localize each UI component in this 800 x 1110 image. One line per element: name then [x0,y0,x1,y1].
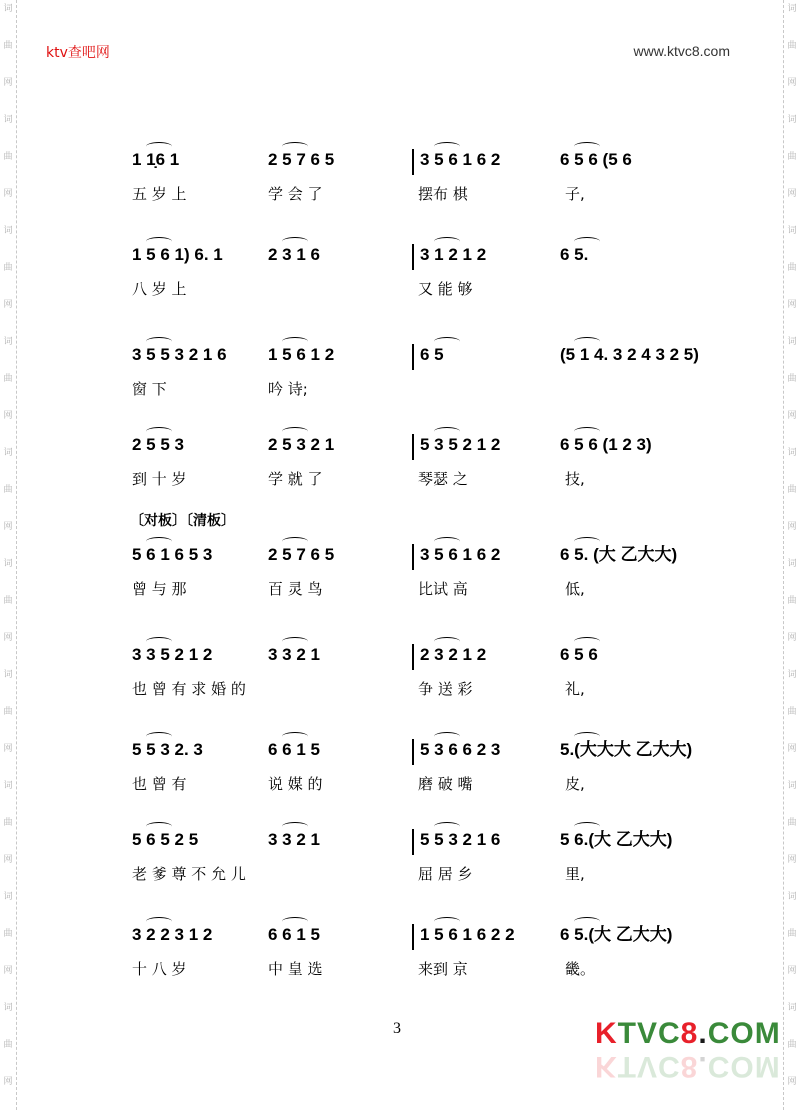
slur-mark [146,822,172,831]
notation-line [0,540,800,570]
lyrics-line [0,859,800,889]
notation-line [0,340,800,370]
watermark-glyph: 词 [3,892,13,902]
watermark-glyph: 曲 [3,41,13,51]
lyric-segment: 十 八 岁 [132,960,187,978]
barline [412,644,414,670]
notation-segment: 5 5 3 2. 3 [132,740,203,759]
notation-segment: 2 5 7 6 5 [268,545,335,564]
lyrics-line [0,674,800,704]
notation-segment: 6 6 1 5 [268,740,320,759]
score-system [0,430,800,500]
slur-mark [574,732,600,741]
site-url[interactable]: www.ktvc8.com [633,43,730,59]
notation-segment: 6 5. (大 乙大大) [560,545,678,564]
lyric-segment: 也 曾 有 [132,775,187,793]
score-system [0,735,800,805]
lyric-segment: 琴瑟 之 [418,470,468,488]
watermark-glyph: 词 [787,115,797,125]
watermark-glyph: 网 [787,744,797,754]
lyric-segment: 学 会 了 [268,185,323,203]
lyric-segment: 也 曾 有 求 婚 的 [132,680,246,698]
notation-segment: 3 3 2 1 [268,645,320,664]
notation-segment: 6 5 6 (5 6 [560,150,632,169]
barline [412,434,414,460]
watermark-glyph: 词 [787,337,797,347]
notation-segment: 3 3 2 1 [268,830,320,849]
slur-mark [434,427,460,436]
watermark-glyph: 词 [787,448,797,458]
notation-segment: 3 5 5 3 2 1 6 [132,345,227,364]
lyric-segment: 皮, [565,775,585,793]
score-system [0,920,800,990]
slur-mark [574,822,600,831]
notation-line [0,145,800,175]
lyrics-line [0,179,800,209]
watermark-glyph: 曲 [787,1040,797,1050]
watermark-glyph: 词 [787,670,797,680]
slur-mark [282,237,308,246]
watermark-glyph: 词 [3,448,13,458]
notation-segment: 5 3 5 2 1 2 [420,435,501,454]
watermark-glyph: 曲 [787,818,797,828]
notation-segment: 6 5. [560,245,589,264]
watermark-glyph: 网 [787,78,797,88]
barline [412,924,414,950]
watermark-glyph: 词 [787,4,797,14]
slur-mark [574,427,600,436]
watermark-glyph: 网 [787,633,797,643]
lyrics-line [0,574,800,604]
notation-segment: 6 5 [420,345,444,364]
notation-segment: 6 5 6 (1 2 3) [560,435,652,454]
site-logo[interactable] [595,1017,781,1088]
logo-reflection: KTVC8.COM [595,1050,781,1083]
slur-mark [434,917,460,926]
watermark-glyph: 网 [787,855,797,865]
score-system [0,540,800,610]
notation-segment: 5.(大大大 乙大大) [560,740,693,759]
logo-text: KTVC8.COM [595,1017,781,1050]
lyric-segment: 来到 京 [418,960,468,978]
watermark-glyph: 网 [3,189,13,199]
slur-mark [574,637,600,646]
slur-mark [574,237,600,246]
notation-segment: 2 3 2 1 2 [420,645,487,664]
notation-segment: 3 1 2 1 2 [420,245,487,264]
slur-mark [146,637,172,646]
lyric-segment: 中 皇 选 [268,960,323,978]
lyrics-line [0,769,800,799]
barline [412,739,414,765]
section-tags: 〔对板〕〔清板〕 [130,513,235,529]
barline [412,544,414,570]
lyric-segment: 学 就 了 [268,470,323,488]
notation-segment: 3 3 5 2 1 2 [132,645,213,664]
score-system [0,640,800,710]
watermark-glyph: 曲 [3,152,13,162]
lyrics-line [0,464,800,494]
watermark-glyph: 词 [3,559,13,569]
notation-segment: 5 3 6 6 2 3 [420,740,501,759]
slur-mark [574,337,600,346]
watermark-glyph: 曲 [3,1040,13,1050]
slur-mark [434,337,460,346]
watermark-glyph: 词 [3,4,13,14]
watermark-glyph: 曲 [787,485,797,495]
watermark-glyph: 曲 [3,485,13,495]
watermark-glyph: 网 [3,522,13,532]
watermark-glyph: 词 [3,337,13,347]
lyric-segment: 比试 高 [418,580,468,598]
watermark-glyph: 网 [787,1077,797,1087]
slur-mark [434,637,460,646]
score-system [0,340,800,410]
watermark-glyph: 词 [3,670,13,680]
lyric-segment: 子, [565,185,585,203]
watermark-glyph: 词 [3,1003,13,1013]
watermark-glyph: 词 [787,892,797,902]
watermark-glyph: 词 [3,226,13,236]
slur-mark [282,142,308,151]
slur-mark [146,427,172,436]
slur-mark [146,142,172,151]
watermark-glyph: 曲 [3,374,13,384]
notation-line [0,240,800,270]
watermark-glyph: 曲 [787,152,797,162]
notation-line [0,430,800,460]
slur-mark [574,142,600,151]
notation-line [0,735,800,765]
lyric-segment: 又 能 够 [418,280,473,298]
slur-mark [574,537,600,546]
slur-mark [282,637,308,646]
watermark-glyph: 曲 [3,263,13,273]
notation-segment: (5 1 4. 3 2 4 3 2 5) [560,345,699,364]
watermark-glyph: 网 [787,522,797,532]
score-system [0,240,800,310]
slur-mark [146,237,172,246]
notation-segment: 3 5 6 1 6 2 [420,545,501,564]
watermark-glyph: 网 [3,744,13,754]
slur-mark [434,732,460,741]
lyric-segment: 畿。 [565,960,596,978]
lyric-segment: 摆布 棋 [418,185,468,203]
lyric-segment: 礼, [565,680,585,698]
lyric-segment: 争 送 彩 [418,680,473,698]
slur-mark [282,917,308,926]
watermark-glyph: 曲 [787,263,797,273]
watermark-glyph: 网 [3,411,13,421]
watermark-glyph: 网 [787,411,797,421]
barline [412,829,414,855]
watermark-glyph: 网 [3,78,13,88]
watermark-glyph: 网 [3,1077,13,1087]
lyric-segment: 五 岁 上 [132,185,187,203]
slur-mark [434,822,460,831]
watermark-glyph: 词 [3,115,13,125]
watermark-glyph: 词 [787,1003,797,1013]
slur-mark [282,337,308,346]
notation-segment: 2 5 7 6 5 [268,150,335,169]
watermark-glyph: 词 [787,781,797,791]
slur-mark [282,822,308,831]
watermark-glyph: 曲 [787,596,797,606]
watermark-glyph: 词 [3,781,13,791]
watermark-glyph: 网 [787,300,797,310]
slur-mark [434,237,460,246]
watermark-glyph: 曲 [3,596,13,606]
lyric-segment: 曾 与 那 [132,580,187,598]
lyric-segment: 屈 居 乡 [418,865,473,883]
watermark-glyph: 网 [3,966,13,976]
notation-segment: 5 6 5 2 5 [132,830,199,849]
notation-segment: 1 5 6 1 6 2 2 [420,925,515,944]
notation-segment: 2 5 5 3 [132,435,184,454]
watermark-glyph: 曲 [3,818,13,828]
notation-segment: 6 6 1 5 [268,925,320,944]
notation-segment: 1 1̣6 1 [132,150,180,169]
lyric-segment: 里, [565,865,585,883]
watermark-glyph: 网 [3,855,13,865]
notation-segment: 6 5 6 [560,645,598,664]
watermark-glyph: 网 [787,966,797,976]
score-system [0,825,800,895]
notation-segment: 3 2 2 3 1 2 [132,925,213,944]
lyric-segment: 吟 诗; [268,380,308,398]
slur-mark [282,732,308,741]
page-number: 3 [393,1020,401,1037]
watermark-glyph: 词 [787,226,797,236]
lyric-segment: 说 媒 的 [268,775,323,793]
slur-mark [146,537,172,546]
watermark-glyph: 曲 [787,929,797,939]
lyrics-line [0,374,800,404]
score-system [0,145,800,215]
watermark-glyph: 网 [3,300,13,310]
lyric-segment: 老 爹 尊 不 允 儿 [132,865,246,883]
lyric-segment: 技, [565,470,585,488]
notation-segment: 5 6.(大 乙大大) [560,830,673,849]
lyric-segment: 百 灵 鸟 [268,580,323,598]
notation-segment: 2 5 3 2 1 [268,435,335,454]
watermark-glyph: 曲 [787,707,797,717]
barline [412,149,414,175]
lyrics-line [0,274,800,304]
barline [412,244,414,270]
notation-segment: 5 5 3 2 1 6 [420,830,501,849]
lyric-segment: 低, [565,580,585,598]
notation-segment: 1 5 6 1) 6. 1 [132,245,223,264]
lyric-segment: 窗 下 [132,380,167,398]
notation-segment: 1 5 6 1 2 [268,345,335,364]
site-name[interactable]: ktv查吧网 [46,45,110,61]
watermark-glyph: 曲 [787,41,797,51]
watermark-glyph: 曲 [3,707,13,717]
lyrics-line [0,954,800,984]
notation-segment: 5 6 1 6 5 3 [132,545,213,564]
lyric-segment: 到 十 岁 [132,470,187,488]
watermark-glyph: 网 [787,189,797,199]
watermark-glyph: 曲 [3,929,13,939]
slur-mark [282,537,308,546]
notation-segment: 6 5.(大 乙大大) [560,925,673,944]
slur-mark [146,917,172,926]
notation-segment: 3 5 6 1 6 2 [420,150,501,169]
slur-mark [434,142,460,151]
slur-mark [574,917,600,926]
lyric-segment: 八 岁 上 [132,280,187,298]
watermark-glyph: 网 [3,633,13,643]
slur-mark [434,537,460,546]
watermark-glyph: 词 [787,559,797,569]
notation-line [0,825,800,855]
notation-segment: 2 3 1 6 [268,245,320,264]
lyric-segment: 磨 破 嘴 [418,775,473,793]
watermark-glyph: 曲 [787,374,797,384]
slur-mark [282,427,308,436]
notation-line [0,920,800,950]
slur-mark [146,337,172,346]
barline [412,344,414,370]
slur-mark [146,732,172,741]
notation-line [0,640,800,670]
